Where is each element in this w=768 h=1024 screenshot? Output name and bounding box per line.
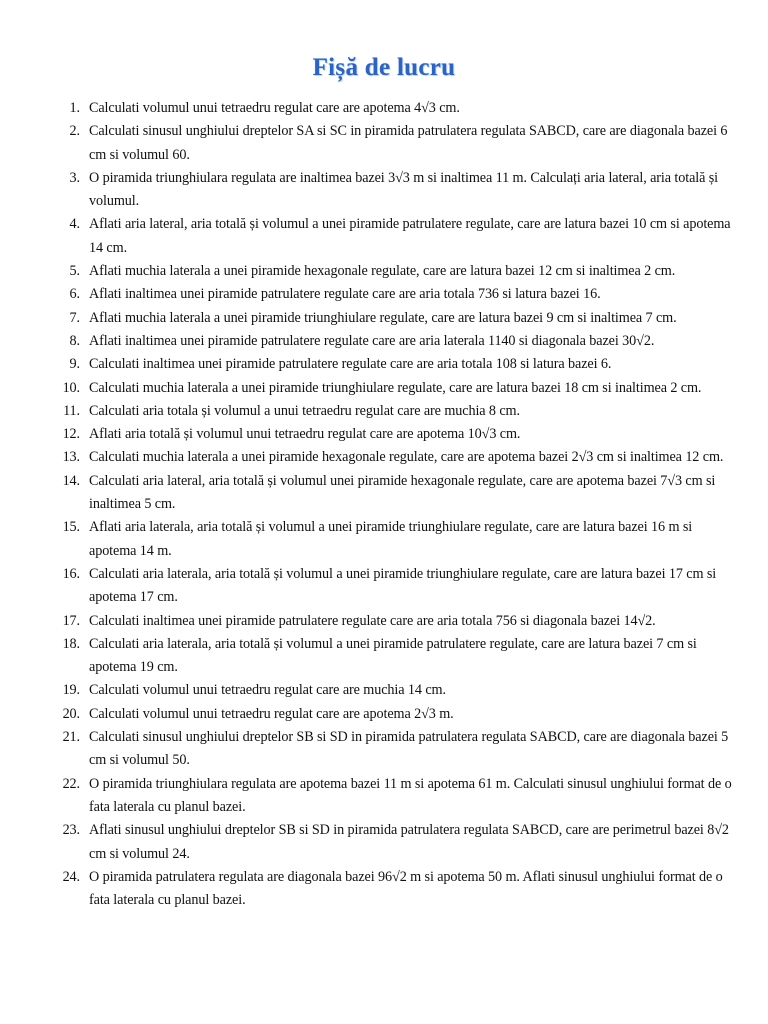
exercise-text: Calculati muchia laterala a unei piramide triunghiulare regulate, care are latura bazei 18 cm si inaltimea 2 cm. xyxy=(89,379,702,396)
exercise-item xyxy=(52,377,742,400)
exercise-number: 10. xyxy=(62,379,80,396)
exercise-number: 17. xyxy=(62,612,80,629)
exercise-item xyxy=(52,866,742,913)
exercise-number: 7. xyxy=(69,309,80,326)
exercise-text: Calculati inaltimea unei piramide patrulatere regulate care are aria totala 108 si latura bazei 6. xyxy=(89,356,612,373)
exercise-item xyxy=(52,307,742,330)
exercise-number: 15. xyxy=(62,519,80,536)
exercise-text: Calculati aria lateral, aria totală și volumul unei piramide hexagonale regulate, care are apotema bazei 7√3 cm si inaltimea 5 cm. xyxy=(89,472,716,513)
exercise-number: 5. xyxy=(69,263,80,280)
exercise-number: 23. xyxy=(62,822,80,839)
exercise-item xyxy=(52,400,742,423)
exercise-number: 18. xyxy=(62,635,80,652)
exercise-number: 8. xyxy=(69,332,80,349)
exercise-text: Calculati aria totala și volumul a unui tetraedru regulat care are muchia 8 cm. xyxy=(89,402,520,419)
exercise-item xyxy=(52,819,742,866)
exercise-text: Calculati sinusul unghiului dreptelor SA si SC in piramida patrulatera regulata SABCD, care are diagonala bazei 6 cm si volumul 60. xyxy=(89,123,728,163)
exercise-text: Calculati volumul unui tetraedru regulat care are apotema 4√3 cm. xyxy=(89,100,460,116)
exercise-item xyxy=(52,120,742,167)
exercise-item xyxy=(52,353,742,376)
exercise-text: Calculati muchia laterala a unei piramide hexagonale regulate, care are apotema bazei 2√3 cm si inaltimea 12 cm. xyxy=(89,449,724,466)
exercise-number: 12. xyxy=(62,426,80,443)
exercise-item xyxy=(52,260,742,283)
exercise-number: 6. xyxy=(69,286,80,303)
exercise-item xyxy=(52,773,742,820)
exercise-item xyxy=(52,213,742,260)
exercise-number: 24. xyxy=(62,868,80,885)
exercise-text: O piramida triunghiulara regulata are inaltimea bazei 3√3 m si inaltimea 11 m. Calculați aria lateral, aria totală și volumul. xyxy=(89,169,719,210)
exercise-number: 19. xyxy=(62,682,80,699)
exercise-text: Aflati inaltimea unei piramide patrulatere regulate care are aria totala 736 si latura bazei 16. xyxy=(89,286,601,303)
exercise-number: 16. xyxy=(62,565,80,582)
exercise-item xyxy=(52,446,742,469)
exercise-text: Aflati aria laterala, aria totală și volumul a unei piramide triunghiulare regulate, care are latura bazei 16 m si apotema 14 m. xyxy=(89,519,693,559)
exercise-list xyxy=(52,97,742,912)
exercise-number: 4. xyxy=(69,216,80,233)
exercise-number: 21. xyxy=(62,729,80,746)
page-title: Fișă de lucru xyxy=(312,54,456,81)
exercise-item xyxy=(52,330,742,353)
exercise-item xyxy=(52,97,742,120)
exercise-text: Calculati volumul unui tetraedru regulat care are muchia 14 cm. xyxy=(89,682,446,699)
exercise-number: 9. xyxy=(69,356,80,373)
exercise-text: Aflati aria totală și volumul unui tetraedru regulat care are apotema 10√3 cm. xyxy=(89,426,521,443)
exercise-number: 22. xyxy=(62,775,80,792)
exercise-item xyxy=(52,703,742,726)
exercise-text: O piramida triunghiulara regulata are apotema bazei 11 m si apotema 61 m. Calculati sinusul unghiului format de o fata laterala cu planul bazei. xyxy=(89,775,732,815)
exercise-text: Aflati muchia laterala a unei piramide triunghiulare regulate, care are latura bazei 9 cm si inaltimea 7 cm. xyxy=(89,309,677,326)
exercise-item xyxy=(52,283,742,306)
exercise-number: 11. xyxy=(63,402,80,419)
exercise-number: 2. xyxy=(69,123,80,140)
exercise-text: Calculati aria laterala, aria totală și volumul a unei piramide patrulatere regulate, care are latura bazei 7 cm si apotema 19 cm. xyxy=(89,635,697,676)
exercise-text: Calculati aria laterala, aria totală și volumul a unei piramide triunghiulare regulate, care are latura bazei 17 cm si apotema 17 cm. xyxy=(89,565,717,606)
exercise-text: Calculati volumul unui tetraedru regulat care are apotema 2√3 m. xyxy=(89,705,454,722)
exercise-text: Aflati sinusul unghiului dreptelor SB si SD in piramida patrulatera regulata SABCD, care are perimetrul bazei 8√2 cm si volumul 24. xyxy=(89,822,729,862)
exercise-number: 3. xyxy=(69,169,80,186)
exercise-text: Aflati muchia laterala a unei piramide hexagonale regulate, care are latura bazei 12 cm si inaltimea 2 cm. xyxy=(89,263,676,280)
exercise-number: 1. xyxy=(69,100,80,116)
exercise-number: 14. xyxy=(62,472,80,489)
exercise-item xyxy=(52,726,742,773)
exercise-text: Aflati aria lateral, aria totală și volumul a unei piramide patrulatere regulate, care are latura bazei 10 cm si apotema 14 cm. xyxy=(89,216,731,256)
exercise-item xyxy=(52,610,742,633)
exercise-item xyxy=(52,167,742,214)
exercise-text: Calculati sinusul unghiului dreptelor SB si SD in piramida patrulatera regulata SABCD, care are diagonala bazei 5 cm si volumul 50. xyxy=(89,729,729,769)
exercise-item xyxy=(52,563,742,610)
exercise-number: 13. xyxy=(62,449,80,466)
exercise-text: O piramida patrulatera regulata are diagonala bazei 96√2 m si apotema 50 m. Aflati sinusul unghiului format de o fata laterala cu planul bazei. xyxy=(89,868,723,909)
exercise-text: Calculati inaltimea unei piramide patrulatere regulate care are aria totala 756 si diagonala bazei 14√2. xyxy=(89,612,656,629)
exercise-item xyxy=(52,470,742,517)
exercise-text: Aflati inaltimea unei piramide patrulatere regulate care are aria laterala 1140 si diagonala bazei 30√2. xyxy=(89,332,655,349)
exercise-item xyxy=(52,423,742,446)
exercise-number: 20. xyxy=(62,705,80,722)
exercise-item xyxy=(52,633,742,680)
exercise-item xyxy=(52,679,742,702)
exercise-item xyxy=(52,516,742,563)
